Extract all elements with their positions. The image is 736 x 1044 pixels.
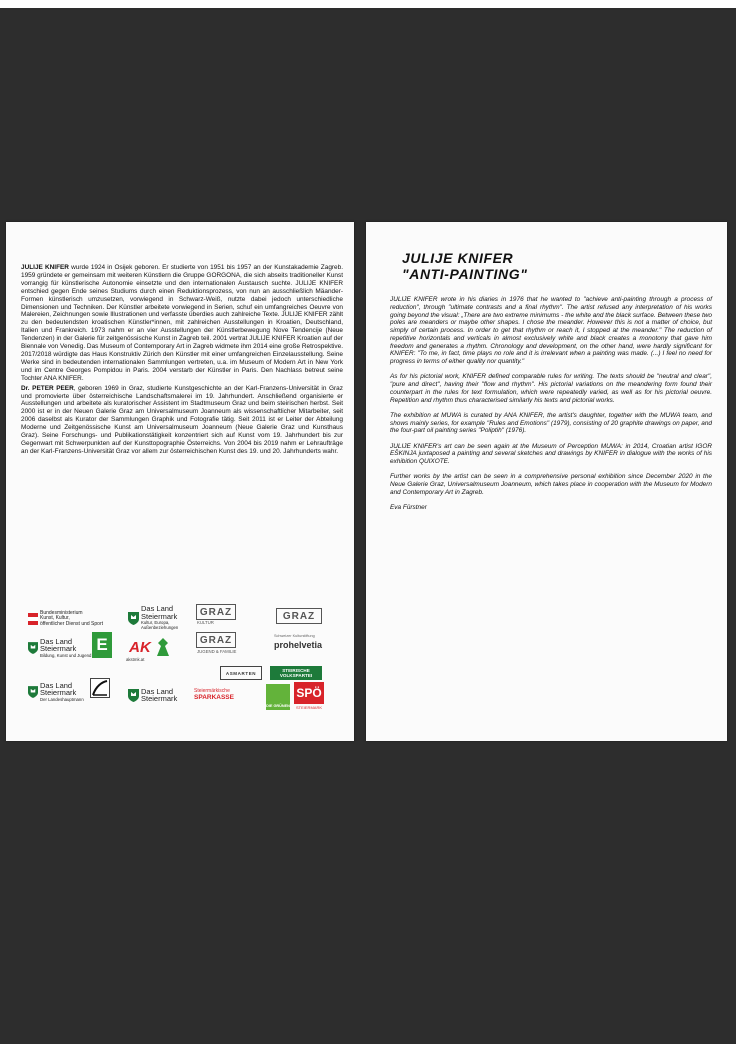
essay-paragraph-3: The exhibition at MUWA is curated by ANA KNIFER, the artist's daughter, together with the MUWA team, and shows mainly series, for example "Rules and Emotions" (1979), consisting of 20 graphite drawings on paper, and the four-part oil painting series "Poliptih" (1976). <box>390 411 712 435</box>
sponsor-logos <box>28 604 338 734</box>
austrian-eagle-icon <box>28 613 38 625</box>
essay-author: Eva Fürstner <box>390 504 427 511</box>
prohelvetia-sub: Schweizer Kulturstiftung <box>274 634 315 638</box>
graz-kultur-sub: KULTUR <box>197 620 214 625</box>
sparkasse-name-bottom: SPARKASSE <box>194 694 234 701</box>
ak-logo <box>126 638 154 656</box>
graz-jugend-logo <box>196 632 236 648</box>
land-steiermark-bildung-sub: Bildung, Kunst und Jugend <box>40 652 92 658</box>
right-page <box>366 222 727 741</box>
prohelvetia-logo: prohelvetia <box>274 640 323 650</box>
energie-logo <box>92 632 112 658</box>
land-steiermark-text: Das Land Steiermark <box>141 686 178 703</box>
abstract-logo-icon <box>90 678 110 698</box>
die-gruenen-text: DIE GRÜNEN <box>266 704 290 708</box>
spoe-sub: STEIERMARK <box>296 705 323 710</box>
land-steiermark-landeshauptmann-name: Das Land Steiermark <box>40 680 77 698</box>
steiermark-crest-icon <box>128 689 139 702</box>
bio-peer <box>21 385 343 456</box>
bio-peer-text: , geboren 1969 in Graz, studierte Kunstgeschichte an der Karl-Franzens-Universität in Graz und promovierte über österreichische Landschaftsmalerei im 19. Jahrhundert. Anschließend organisierte er Ausstellungen und arbeitete als kuratorischer Assistent im Stadtmuseum Graz und beim steirischen herbst. Seit 2000 ist er in der Neuen Galerie Graz am Universalmuseum Joanneum als wissenschaftlicher Mitarbeiter, seit 2006 daselbst als Kurator der Sammlungen Graphik und Fotografie tätig. Seit 2011 ist er Leiter der Abteilung Moderne und Zeitgenössische Kunst am Universalmuseum Joanneum (Neue Galerie Graz und Kunsthaus Graz). Seine Forschungs- und Publikationstätigkeit konzentriert sich auf Kunst vom 19. Jahrhundert bis zur Gegenwart mit Schwerpunkten auf der Kunsttopographie Österreichs. Von 2004 bis 2019 nahm er Lehraufträge an der Karl-Franzens-Universität Graz vor allem zur österreichischen Kunst des 19. und 20. Jahrhunderts wahr. <box>21 384 343 455</box>
asmarten-logo <box>220 666 262 680</box>
bio-knifer-name: JULIJE KNIFER <box>21 264 69 271</box>
essay-paragraph-4: JULIJE KNIFER's art can be seen again at the Museum of Perception MUWA: in 2014, Croatian artist IGOR EŠKINJA juxtaposed a painting and several sketches and drawings by KNIFER in dialogue with the works of his exhibition QUIXOTE. <box>390 442 712 465</box>
figure-icon <box>156 638 170 656</box>
scan-top-edge <box>0 0 736 8</box>
graz-kultur-logo <box>196 604 236 620</box>
steirische-volkspartei-logo <box>270 666 322 680</box>
land-steiermark-kultur-name: Das Land Steiermark <box>141 604 178 621</box>
graz-jugend-text: GRAZ <box>199 634 233 646</box>
ak-letters: AK <box>129 638 151 656</box>
die-gruenen-logo <box>266 684 290 710</box>
graz-logo-top-right <box>276 608 322 624</box>
essay-paragraph-5: Further works by the artist can be seen in a comprehensive personal exhibition since December 2020 in the Neue Galerie Graz, Universalmuseum Joanneum, which takes place in cooperation with the Museum for Modern and Contemporary Art in Zagreb. <box>390 473 712 496</box>
bio-knifer <box>21 264 343 383</box>
bundesministerium-logo <box>28 606 106 632</box>
land-steiermark-landeshauptmann-sub: Der Landeshauptmann <box>40 696 84 702</box>
title-line-2: "ANTI-PAINTING" <box>402 266 528 282</box>
land-steiermark-bildung-logo <box>28 634 96 662</box>
spoe-text: SPÖ <box>296 686 322 700</box>
steirische-volkspartei-text: STEIRISCHE VOLKSPARTEI <box>279 668 313 678</box>
ak-website: akstmk.at <box>126 657 145 662</box>
steiermark-crest-icon <box>128 612 139 625</box>
bundesministerium-text: Bundesministerium Kunst, Kultur, öffentlicher Dienst und Sport <box>40 609 104 627</box>
essay-paragraph-1: JULIJE KNIFER wrote in his diaries in 1976 that he wanted to "achieve anti-painting through a process of reduction", through "ultimate contrasts and a final rhythm". The artist refused any interpretation of his works going beyond the visual: „There are two extreme minimums - the white and the black surface. Between these two poles are meanders or maybe other shapes. I chose the meander. However this is not a matter of choice, but simply of certain process. In order to get that rhythm or reach it, I stopped at the meander." The reduction of repetitive horizontals and verticals in almost exclusively white and black creates a monotony that gave him freedom and generates a rhythm. Chronology and development, on the other hand, were hardly significant for KNIFER: "To me, in fact, time plays no role and it is irrelevant when a painting was made. (...) I feel no need for progress in terms of either quality nor quantity." <box>390 296 712 365</box>
land-steiermark-kultur-sub: Kultur, Europa, Außenbeziehungen <box>141 620 179 630</box>
bio-peer-name: Dr. PETER PEER <box>21 384 74 392</box>
page-title <box>402 250 527 282</box>
land-steiermark-landeshauptmann-logo <box>28 678 96 706</box>
graz-logo-top-right-text: GRAZ <box>282 610 316 622</box>
steiermark-crest-icon <box>28 686 38 698</box>
energie-letter: E <box>96 635 108 654</box>
left-page <box>6 222 354 741</box>
title-line-1: JULIJE KNIFER <box>402 250 514 266</box>
biographies <box>21 264 343 458</box>
essay-body <box>390 296 712 519</box>
essay-paragraph-2: As for his pictorial work, KNIFER defined comparable rules for writing. The texts should be "neutral and clear", "pure and direct", having their "flow and rhythm". His pictorial variations on the meandering form found their counterpart in the rules for text formulation, which were repeatedly varied, as well as for his pictorial oeuvre. Repetition and rhythm thus characterised similarly his texts and pictorial works. <box>390 373 712 404</box>
land-steiermark-logo <box>128 684 198 706</box>
spoe-logo <box>294 682 324 704</box>
graz-jugend-sub: JUGEND & FAMILIE <box>197 649 237 654</box>
sparkasse-name-top: Steiermärkische <box>194 688 230 694</box>
asmarten-text: ASMARTEN <box>225 670 257 676</box>
steiermark-crest-icon <box>28 642 38 654</box>
land-steiermark-bildung-name: Das Land Steiermark <box>40 636 77 654</box>
graz-kultur-text: GRAZ <box>199 606 233 618</box>
bio-knifer-text: wurde 1924 in Osijek geboren. Er studierte von 1951 bis 1957 an der Kunstakademie Zagreb. 1959 gründete er gemeinsam mit weiteren Künstlern die Gruppe GORGONA, die sich abseits traditioneller Kunst vorrangig für künstlerische Autonomie einsetzte und den internationalen Austausch suchte. JULIJE KNIFER entschied gegen Ende seines Studiums durch einen Reduktionsprozess, von nun an ausschließlich Mäander-Formen künstlerisch umzusetzen, vorwiegend in Schwarz-Weiß, nutzte dabei jedoch unterschiedliche Dimensionen und Techniken. Der Künstler arbeitete vorwiegend in Serien, schuf ein umfangreiches Oeuvre von Malereien, Zeichnungen sowie Illustrationen und verfasste überdies auch zahlreiche Texte. JULIJE KNIFER zählt zu den bedeutendsten kroatischen Künstler*innen, mit zahlreichen Ausstellungen in Kroatien, Deutschland, Italien und Frankreich. 1973 nahm er an vier Ausstellungen der Künstlerbewegung Nove Tendencije (Neue Tendenzen) in der Galerie für zeitgenössische Kunst in Zagreb teil. 2001 vertrat JULIJE KNIFER Kroatien auf der Biennale von Venedig. Das Museum of Contemporary Art in Zagreb widmete ihm 2014 eine große Retrospektive. 2017/2018 würdigte das Haus Konstruktiv Zürich den Künstler mit einer umfangreichen Einzelausstellung. Seine Werke sind in bedeutenden internationalen Sammlungen vertreten, u.a. im Museum of Modern Art in New York und im Centre Georges Pompidou in Paris. 2004 verstarb der Künstler in Paris. Den Nachlass betreut seine Tochter ANA KNIFER. <box>21 264 343 382</box>
